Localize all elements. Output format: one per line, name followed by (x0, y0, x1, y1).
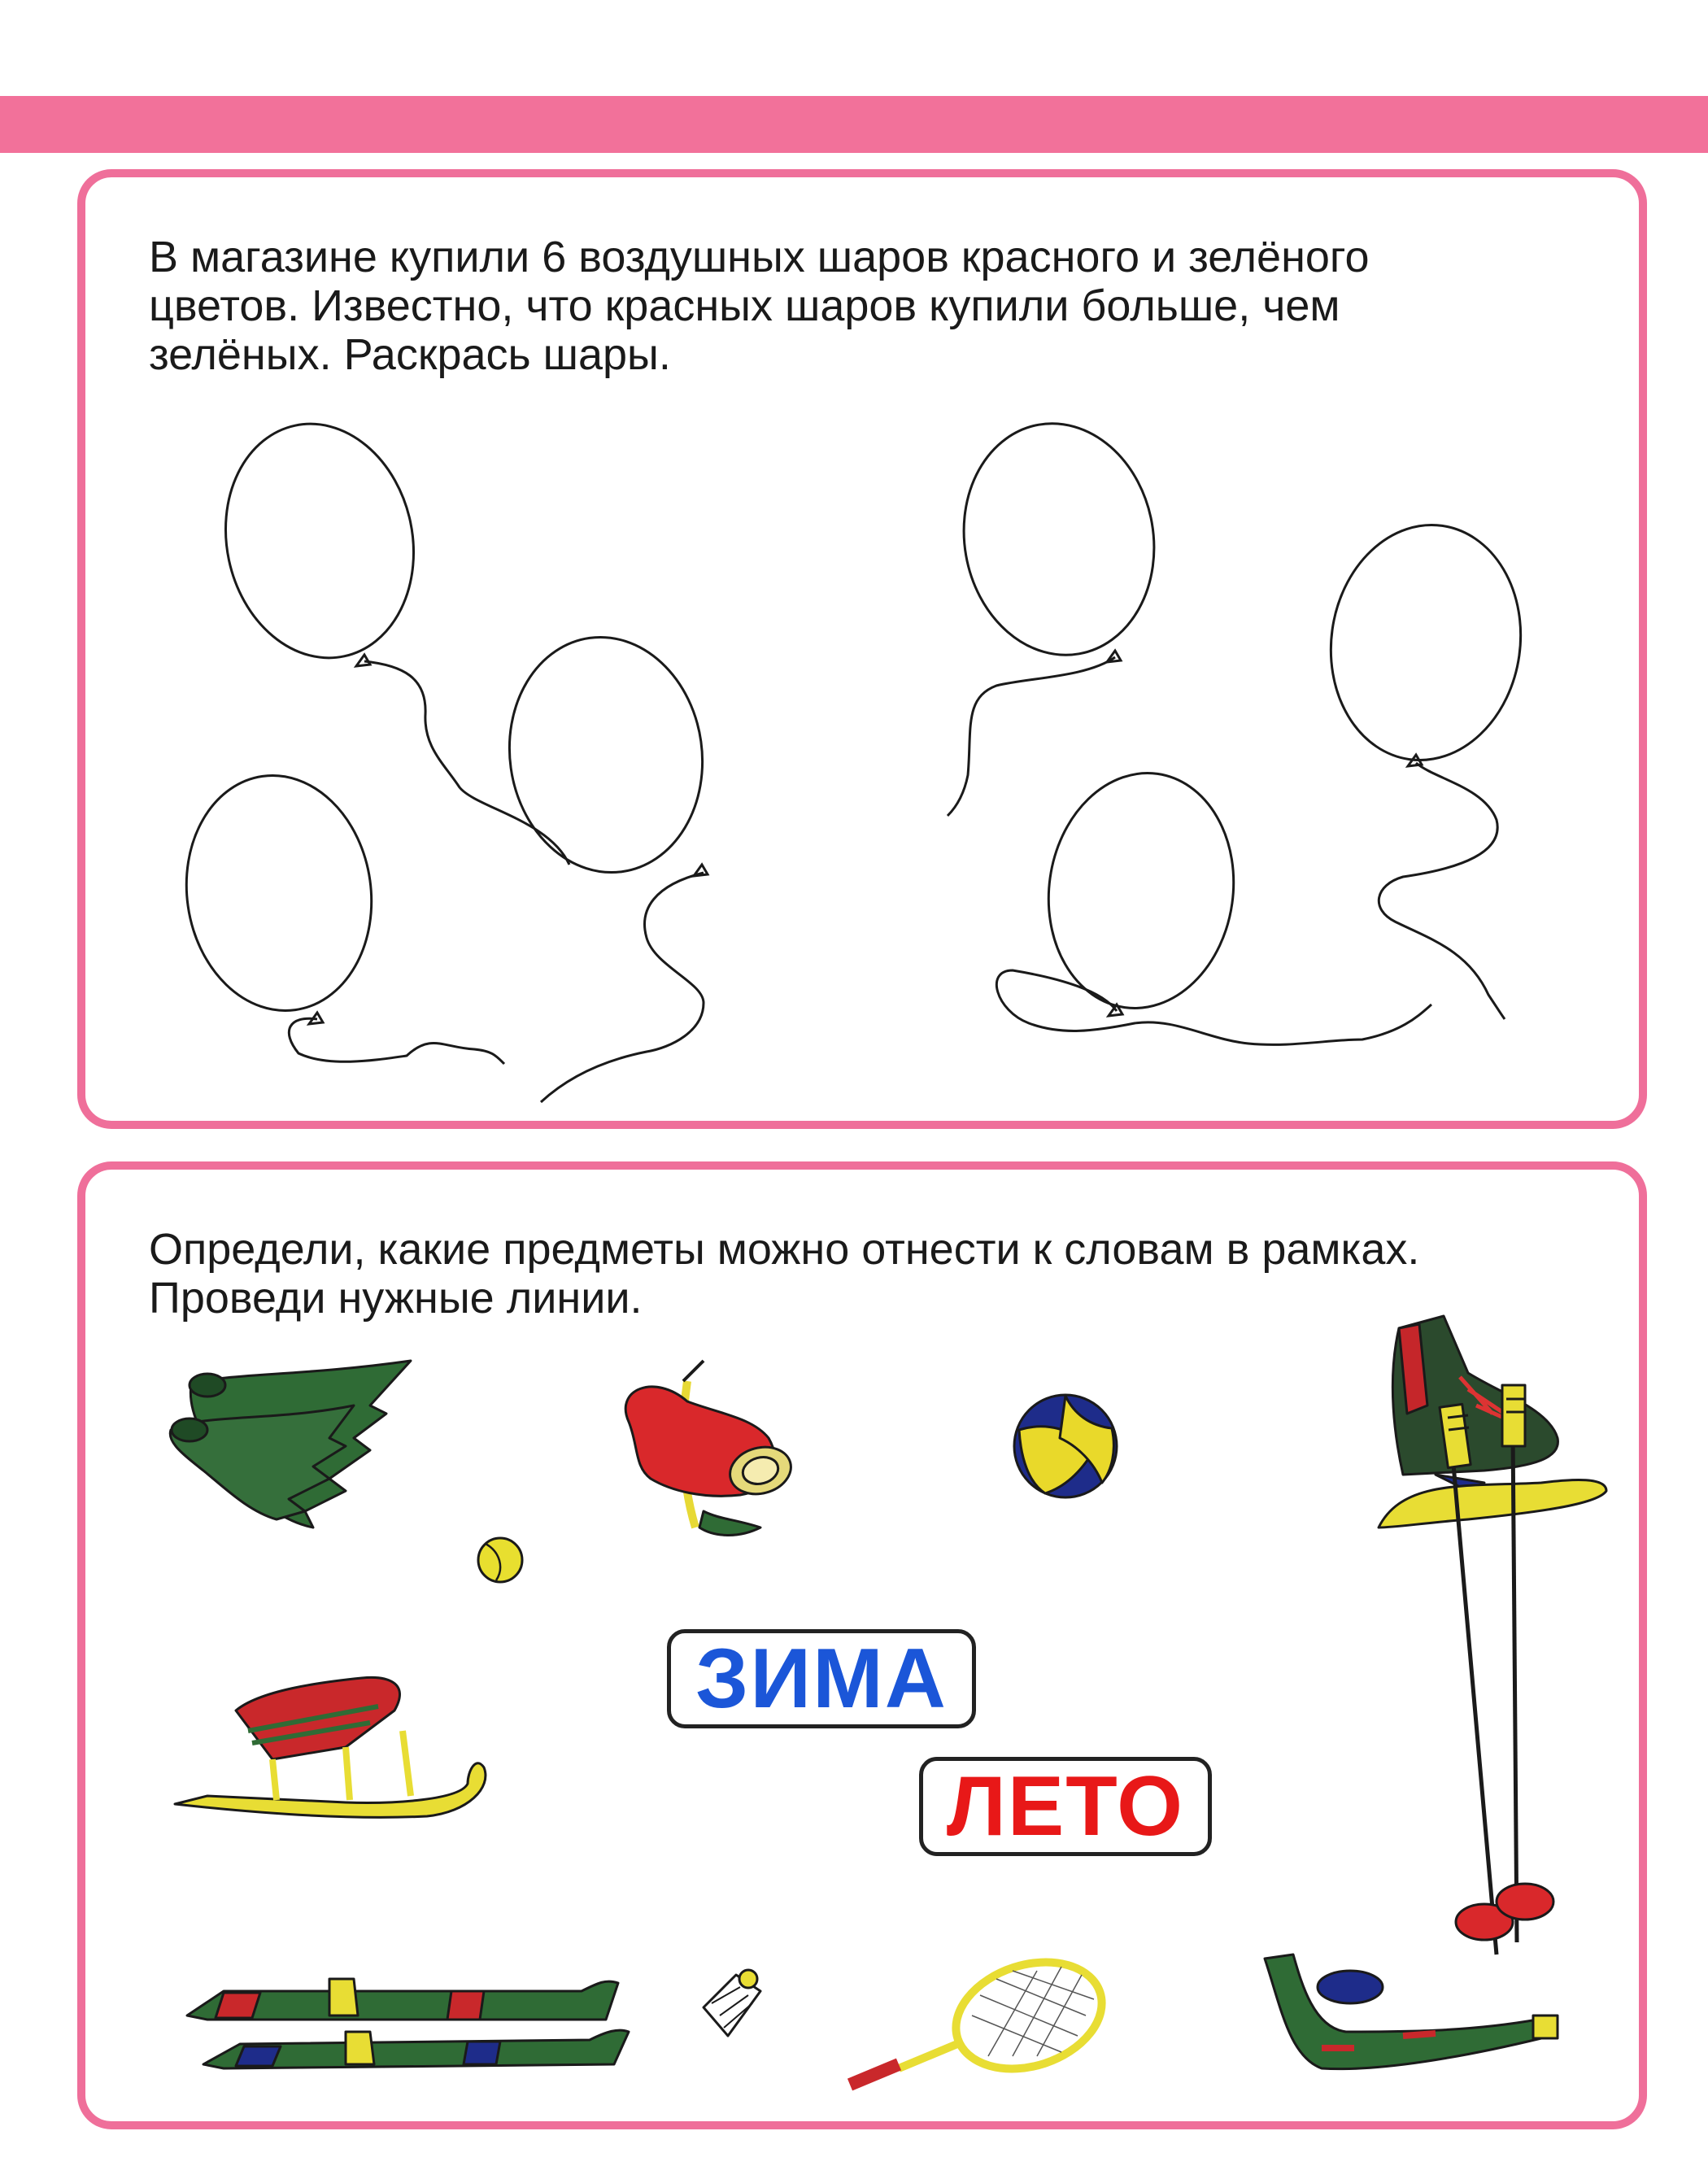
seasons-task-panel (77, 1161, 1647, 2129)
header-band (0, 96, 1708, 153)
balloon-4[interactable] (946, 408, 1172, 816)
balloon-2[interactable] (172, 764, 504, 1064)
flippers-icon[interactable] (170, 1361, 411, 1527)
task-line: зелёных. Раскрась шары. (149, 330, 671, 379)
items-drawing (85, 1170, 1639, 2121)
balloon-6[interactable] (996, 761, 1431, 1045)
task-line: Проведи нужные линии. (149, 1274, 643, 1323)
balloon-1[interactable] (204, 406, 569, 865)
balloons-task-panel (77, 169, 1647, 1129)
diving-mask-snorkel-icon[interactable] (625, 1361, 796, 1535)
balloons-drawing (85, 177, 1639, 1121)
skis-icon[interactable] (187, 1979, 629, 2068)
hockey-stick-puck-icon[interactable] (1265, 1955, 1558, 2069)
tennis-ball-icon[interactable] (478, 1538, 522, 1582)
sled-icon[interactable] (175, 1677, 486, 1817)
balloon-3[interactable] (495, 625, 717, 1102)
shuttlecock-icon[interactable] (704, 1970, 760, 2036)
task-line: цветов. Известно, что красных шаров купили больше, чем (149, 281, 1340, 330)
task-line: В магазине купили 6 воздушных шаров красного и зелёного (149, 233, 1370, 281)
badminton-racket-icon[interactable] (850, 1945, 1116, 2087)
word-box-winter[interactable]: ЗИМА (667, 1629, 976, 1728)
ice-skate-icon[interactable] (1379, 1316, 1606, 1527)
balloon-5[interactable] (1316, 512, 1536, 1019)
volleyball-icon[interactable] (1014, 1395, 1117, 1497)
task-line: Определи, какие предметы можно отнести к словам в рамках. (149, 1225, 1420, 1274)
word-box-summer[interactable]: ЛЕТО (919, 1757, 1212, 1856)
